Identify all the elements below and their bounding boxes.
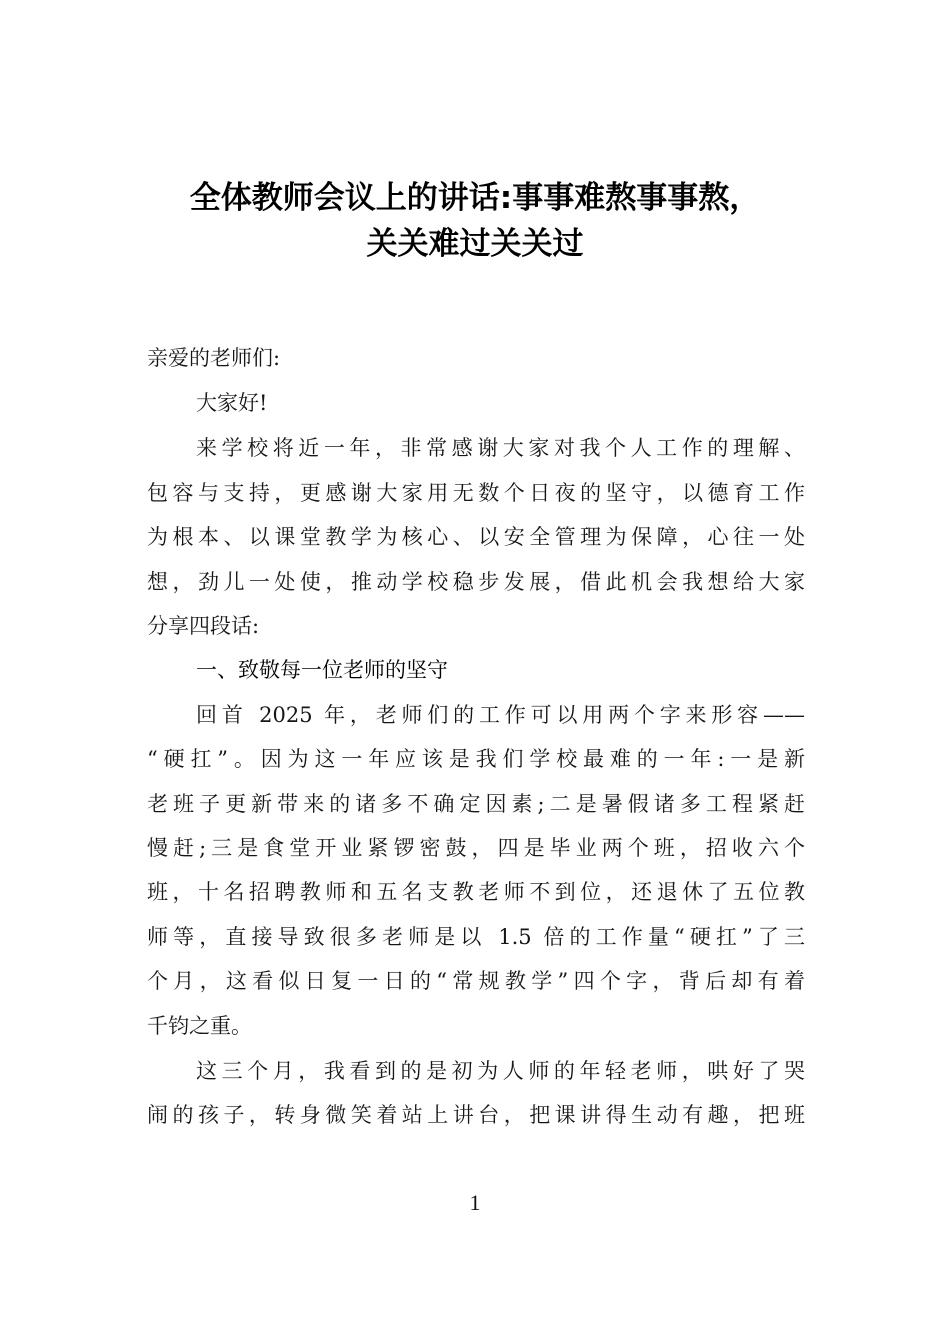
paragraph-3-line: 这三个月，我看到的是初为人师的年轻老师，哄好了哭 bbox=[196, 1059, 805, 1083]
section-heading-1: 一、致敬每一位老师的坚守 bbox=[196, 658, 448, 682]
paragraph-1-line: 分享四段话: bbox=[147, 614, 260, 638]
page-number: 1 bbox=[469, 1190, 481, 1215]
paragraph-2-line: 回首 2025 年，老师们的工作可以用两个字来形容—— bbox=[196, 703, 805, 727]
paragraph-1-line: 来学校将近一年，非常感谢大家对我个人工作的理解、 bbox=[196, 436, 805, 460]
paragraph-2-line: 慢赶;三是食堂开业紧锣密鼓，四是毕业两个班，招收六个 bbox=[147, 836, 805, 860]
paragraph-2-line: 老班子更新带来的诸多不确定因素;二是暑假诸多工程紧赶 bbox=[147, 792, 805, 816]
paragraph-2-line: 师等，直接导致很多老师是以 1.5 倍的工作量“硬扛”了三 bbox=[147, 925, 805, 949]
greeting: 大家好! bbox=[196, 391, 268, 415]
paragraph-1-line: 为根本、以课堂教学为核心、以安全管理为保障，心往一处 bbox=[147, 525, 805, 549]
salutation: 亲爱的老师们: bbox=[147, 346, 281, 370]
document-title-line-1: 全体教师会议上的讲话:事事难熬事事熬， bbox=[189, 180, 761, 216]
document-title-line-2: 关关难过关关过 bbox=[366, 226, 584, 262]
paragraph-2-line: “硬扛”。因为这一年应该是我们学校最难的一年:一是新 bbox=[147, 747, 805, 771]
paragraph-1-line: 包容与支持，更感谢大家用无数个日夜的坚守，以德育工作 bbox=[147, 481, 805, 505]
paragraph-1-line: 想，劲儿一处使，推动学校稳步发展，借此机会我想给大家 bbox=[147, 570, 805, 594]
paragraph-2-line: 个月，这看似日复一日的“常规教学”四个字，背后却有着 bbox=[147, 969, 805, 993]
paragraph-3-line: 闹的孩子，转身微笑着站上讲台，把课讲得生动有趣，把班 bbox=[147, 1103, 805, 1127]
paragraph-2-line: 班，十名招聘教师和五名支教老师不到位，还退休了五位教 bbox=[147, 880, 805, 904]
paragraph-2-line: 千钧之重。 bbox=[147, 1014, 252, 1038]
